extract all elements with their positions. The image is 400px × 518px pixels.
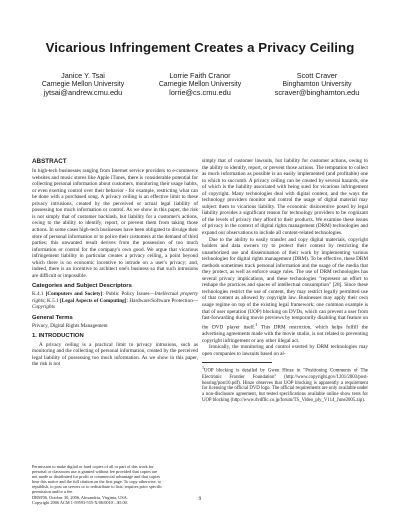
author-affiliation: Carnegie Mellon University xyxy=(158,80,242,88)
author-affiliation: Binghamton University xyxy=(282,80,352,88)
introduction-text: A privacy ceiling is a practical limit to privacy intrusions, such as monitoring and the collecting of personal information, created by the perceived legal liability of possessing too much information. As we show in this paper, the risk is not xyxy=(32,341,198,368)
category-code: K.4.1 xyxy=(32,291,44,298)
category-italic: Intellectual property rights xyxy=(32,291,199,304)
category-italic: Copyrights xyxy=(32,304,56,311)
author-affiliation: Carnegie Mellon University xyxy=(41,80,125,88)
paper-title: Vicarious Infringement Creates a Privacy Ceiling xyxy=(45,40,355,55)
footnote-marker: 1 xyxy=(255,321,258,327)
author-1 xyxy=(28,72,138,98)
author-block xyxy=(28,72,372,98)
author-3 xyxy=(262,72,372,98)
footnote xyxy=(202,365,368,404)
permission-line: Permission to make digital or hard copies of all or part of this work for xyxy=(32,464,154,469)
author-email: lorrie@cs.cmu.edu xyxy=(169,88,231,98)
abstract-text: In high-tech businesses ranging from Internet service providers to e-commerce websites and music stores like Apple iTunes, there is considerable potential for collecting personal information about customers, monitoring their usage habits, or even exerting control over their behavior - for example, restricting what can be done with a purchased song. A privacy ceiling is an effective limit to these privacy intrusions, created by the perceived or actual legal liability of possessing too much information or control. As we show in this paper, the risk is not simply that of customer backlash, but liability for a customer's actions, owing to the ability to identify, report, or prevent them from taking those actions. In some cases high-tech businesses have been obligated to divulge their store of personal information or to police their customers at the demand of third parties; this unwanted result derives from the possession of too much information or control for the company's own good. We argue that vicarious infringement liability in particular creates a privacy ceiling, a point beyond which there is no economic incentive to intrude on a user's privacy; and, indeed, there is an incentive to architect one's business so that such intrusions are difficult or impossible. xyxy=(32,168,198,279)
right-column xyxy=(202,158,368,404)
category-bold: [Computers and Society] xyxy=(45,291,103,298)
copyright-line: Copyright 2006 ACM 1-59593-555-X/06/0010 ...$5.00. xyxy=(32,499,128,505)
left-column xyxy=(32,159,198,368)
permission-line: permission and/or a fee. xyxy=(32,489,74,495)
category-bold: [Legal Aspects of Computing] xyxy=(60,297,127,304)
conference-line: DRM'06, October 30, 2006, Alexandria, Virginia, USA. xyxy=(32,494,128,500)
body-paragraph: Ironically, the monitoring and control exerted by DRM technologies may open companies to lawsuits based on al- xyxy=(202,344,368,357)
author-2 xyxy=(145,72,255,98)
permission-line: bear this notice and the full citation on the first page. To copy otherwise, to xyxy=(32,479,161,485)
footnote-rule xyxy=(202,362,272,363)
footnote-number: 1 xyxy=(202,365,204,371)
body-text: Due to the ability to easily transfer and copy digital materials, copyright holders and data owners try to protect their content by restricting the unauthorized use and dissemination of their work by implementing various technologies for digital rights management (DRM). To be effective, these DRM methods sometimes track personal information and the usage of the media that they protect, as well as enforce usage rules. The use of DRM technologies has several privacy implications, and these technologies "represent an effort to reshape the practices and spaces of intellectual consumption" [28]. Since these technologies restrict the use of content, they may restrict legally permitted use of that content as allowed by copyright law. Businesses may apply their own usage regime on top of the existing legal framework; one common example is that of user operation (UOP) blocking on DVDs, which can prevent a user from fast-forwarding during movie previews by temporarily disabling that feature on the DVD player itself. xyxy=(202,236,368,331)
permission-line: personal or classroom use is granted without fee provided that copies are xyxy=(32,469,158,475)
categories-text xyxy=(32,291,198,311)
introduction-heading: 1. INTRODUCTION xyxy=(32,333,84,340)
category-plain: : Hardware/Software Protection— xyxy=(126,297,199,304)
author-name: Lorrie Faith Cranor xyxy=(169,71,231,80)
author-name: Scott Craver xyxy=(296,71,338,80)
footnote-text: UOP blocking is detailed by Gwen Hinze in "Positioning Comments of The Electronic Frontier Foundation" (http://www.copyright.gov/1201/2003/post-hearing/post10.pdf). Hinze observes that UOP blocking is apparently a requirement for licensing the official DVD logo. The official requirements are only available under a non-disclosure agreement, but tested specifications available online show tests for UOP blocking (http://www.dvdfllc.co.jp/forum/TS_Video_ply_V114_June2005.zip). xyxy=(202,368,368,404)
general-terms-heading: General Terms xyxy=(32,314,73,321)
category-separator: ; K.5.1 xyxy=(44,297,61,304)
permission-line: republish, to post on servers or to redistribute to lists, requires prior specific xyxy=(32,484,163,490)
body-paragraph: simply that of customer lawsuits, but liability for customer actions, owing to the ability to identify, report, or prevent those actions. The temptation to collect as much information as possible is an easily implemented (and profitable) one to which to succumb. A privacy ceiling can be created by several hazards, one of which is the liability associated with being sued for vicarious infringement of copyright. Many technologies deal with digital content, and the ways the technology providers monitor and control the usage of digital material may subject them to vicarious liability. The economic disincentive posed by legal liability provides a significant reason for technology providers to be cognizant of the levels of privacy they afford to their products. We examine these issues of privacy in the context of digital rights management (DRM) technologies and expand our observations to include all content-related technologies. xyxy=(202,158,368,237)
general-terms-text: Privacy, Digital Rights Management xyxy=(32,323,108,330)
abstract-heading: ABSTRACT xyxy=(32,158,67,165)
author-email: scraver@binghamton.edu xyxy=(274,88,360,98)
page-number: 9 xyxy=(198,496,202,502)
body-paragraph xyxy=(202,237,368,344)
category-plain: : Public Policy Issues— xyxy=(102,291,155,298)
body-text: This DRM restriction, which helps fulfill the advertising agreements made with the movie studio, is not related to preventing copyright infringement or any other illegal act. xyxy=(202,324,368,344)
author-email: jytsai@andrew.cmu.edu xyxy=(43,88,123,98)
author-name: Janice Y. Tsai xyxy=(61,71,105,80)
permission-line: not made or distributed for profit or commercial advantage and that copies xyxy=(32,474,161,480)
categories-heading: Categories and Subject Descriptors xyxy=(32,282,132,289)
